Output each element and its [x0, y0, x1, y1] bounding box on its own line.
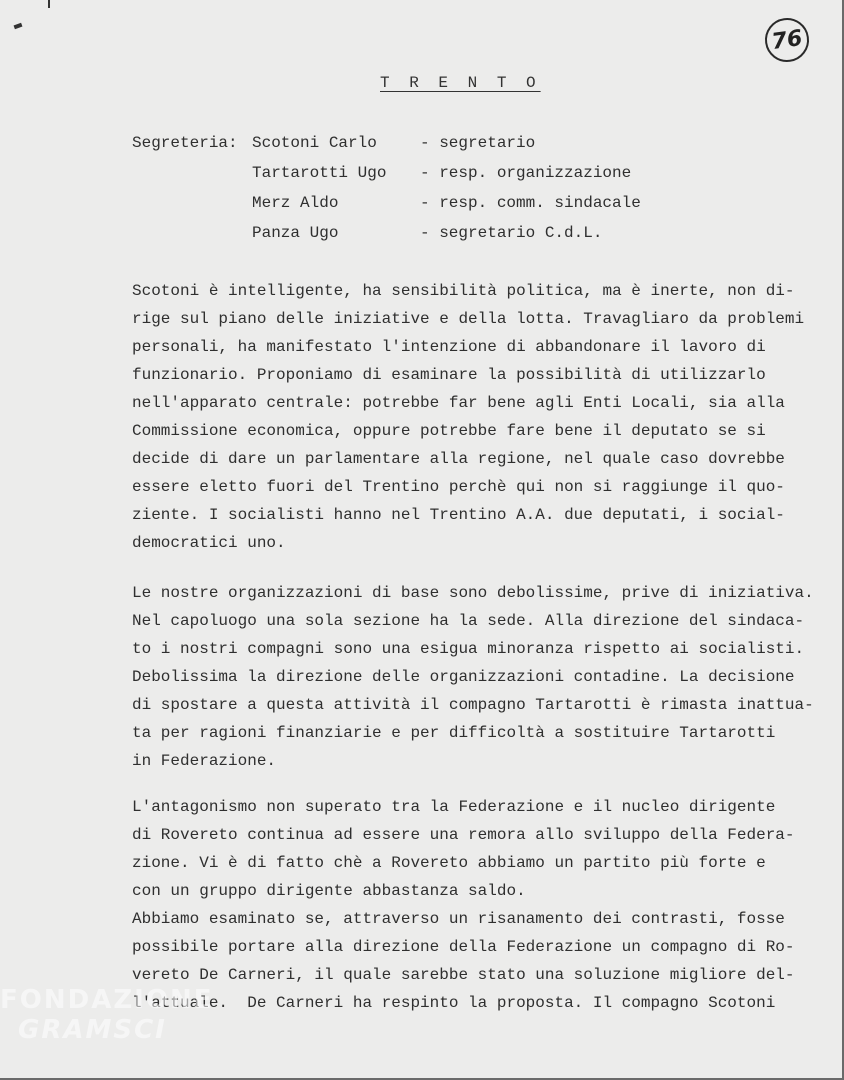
ink-mark [14, 23, 23, 29]
text-line: funzionario. Proponiamo di esaminare la possibilità di utilizzarlo [132, 366, 766, 384]
member-role: - segretario C.d.L. [420, 224, 603, 242]
text-line: l'attuale. De Carneri ha respinto la proposta. Il compagno Scotoni [132, 994, 776, 1012]
watermark-logo: GRAMSCI [18, 1015, 167, 1045]
text-line: ziente. I socialisti hanno nel Trentino A.A. due deputati, i social- [132, 506, 785, 524]
member-name: Panza Ugo [252, 224, 339, 242]
text-line: decide di dare un parlamentare alla regione, nel quale caso dovrebbe [132, 450, 785, 468]
text-line: vereto De Carneri, il quale sarebbe stato una soluzione migliore del- [132, 966, 795, 984]
text-line: L'antagonismo non superato tra la Federazione e il nucleo dirigente [132, 798, 776, 816]
text-line: democratici uno. [132, 534, 286, 552]
text-line: di Rovereto continua ad essere una remora allo sviluppo della Federa- [132, 826, 795, 844]
member-role: - segretario [420, 134, 536, 152]
text-line: ta per ragioni finanziarie e per difficoltà a sostituire Tartarotti [132, 724, 776, 742]
member-name: Merz Aldo [252, 194, 339, 212]
segreteria-label: Segreteria: [132, 134, 238, 152]
text-line: Scotoni è intelligente, ha sensibilità politica, ma è inerte, non di- [132, 282, 795, 300]
member-name: Scotoni Carlo [252, 134, 377, 152]
text-line: con un gruppo dirigente abbastanza saldo. [132, 882, 526, 900]
page-number: 76 [762, 15, 812, 65]
member-role: - resp. comm. sindacale [420, 194, 641, 212]
text-line: personali, ha manifestato l'intenzione di abbandonare il lavoro di [132, 338, 766, 356]
member-role: - resp. organizzazione [420, 164, 632, 182]
text-line: in Federazione. [132, 752, 277, 770]
text-line: possibile portare alla direzione della Federazione un compagno di Ro- [132, 938, 795, 956]
text-line: essere eletto fuori del Trentino perchè qui non si raggiunge il quo- [132, 478, 785, 496]
text-line: di spostare a questa attività il compagno Tartarotti è rimasta inattua- [132, 696, 814, 714]
text-line: to i nostri compagni sono una esigua minoranza rispetto ai socialisti. [132, 640, 805, 658]
text-line: nell'apparato centrale: potrebbe far bene agli Enti Locali, sia alla [132, 394, 785, 412]
ink-mark [48, 0, 50, 8]
text-line: zione. Vi è di fatto chè a Rovereto abbiamo un partito più forte e [132, 854, 766, 872]
text-line: Commissione economica, oppure potrebbe fare bene il deputato se si [132, 422, 766, 440]
page-title: T R E N T O [380, 74, 541, 92]
text-line: rige sul piano delle iniziative e della lotta. Travagliaro da problemi [132, 310, 805, 328]
member-name: Tartarotti Ugo [252, 164, 387, 182]
text-line: Le nostre organizzazioni di base sono debolissime, prive di iniziativa. [132, 584, 814, 602]
text-line: Debolissima la direzione delle organizzazioni contadine. La decisione [132, 668, 795, 686]
text-line: Abbiamo esaminato se, attraverso un risanamento dei contrasti, fosse [132, 910, 785, 928]
text-line: Nel capoluogo una sola sezione ha la sede. Alla direzione del sindaca- [132, 612, 805, 630]
watermark-logo: FONDAZIONE [0, 985, 214, 1015]
